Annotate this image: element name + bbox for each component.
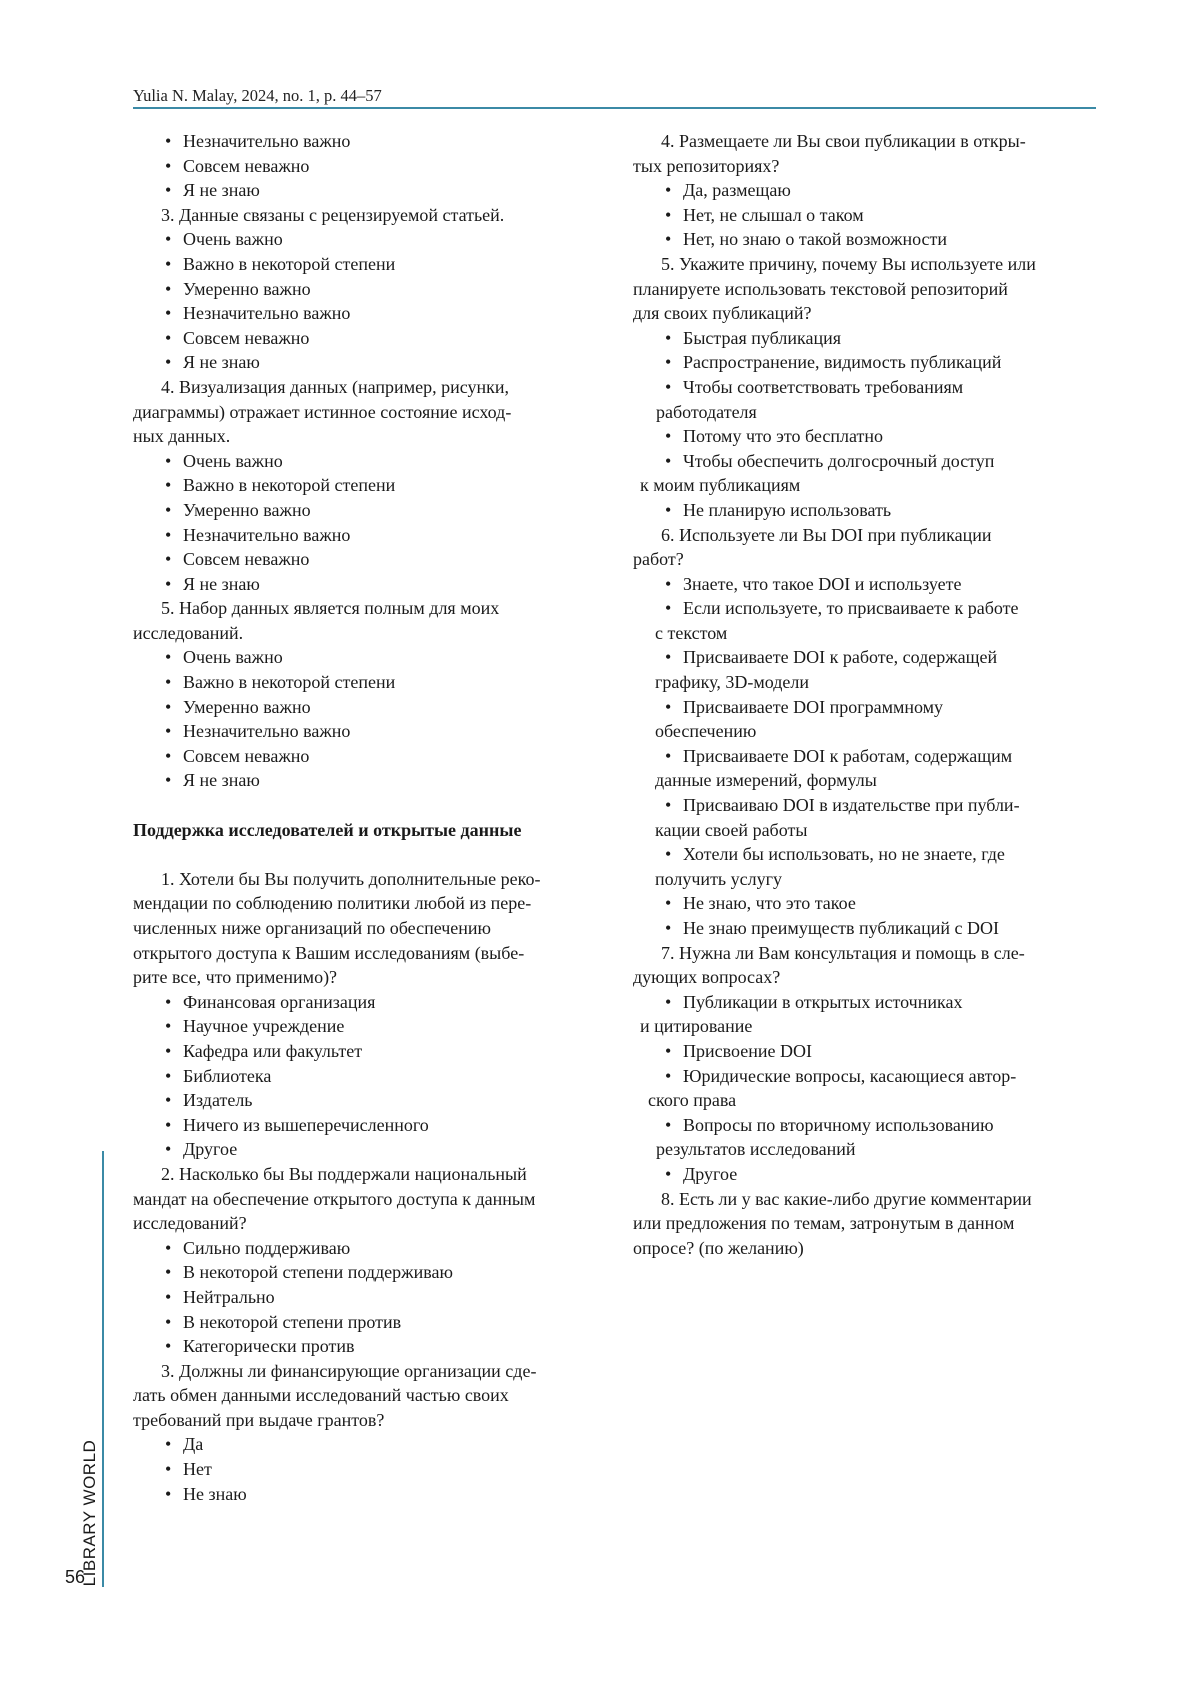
page-number: 56 [65,1567,85,1588]
list-item: • Совсем неважно [133,547,598,572]
list-item: • Незначительно важно [133,719,598,744]
section-question-2-line: исследований? [133,1211,598,1236]
list-item: • Я не знаю [133,178,598,203]
list-item: • Быстрая публикация [633,326,1096,351]
list-item: • Распространение, видимость публикаций [633,350,1096,375]
running-header: Yulia N. Malay, 2024, no. 1, p. 44–57 [133,86,382,106]
section-question-2-line: мандат на обеспечение открытого доступа к данным [133,1187,598,1212]
list-item: • Присваиваете DOI программному [633,695,1096,720]
list-item-continuation: ского права [633,1088,1096,1113]
section-question-5-line: 5. Укажите причину, почему Вы используете или [633,252,1096,277]
list-item: • Нет [133,1457,598,1482]
list-item: • Не знаю, что это такое [633,891,1096,916]
list-item: • Совсем неважно [133,744,598,769]
section-question-8-line: 8. Есть ли у вас какие-либо другие комментарии [633,1187,1096,1212]
question-5-line: исследований. [133,621,598,646]
list-item: • Не планирую использовать [633,498,1096,523]
section-question-1-line: рите все, что применимо)? [133,965,598,990]
list-item: • Нет, не слышал о таком [633,203,1096,228]
list-item: • В некоторой степени против [133,1310,598,1335]
list-item: • Хотели бы использовать, но не знаете, где [633,842,1096,867]
list-item: • Не знаю преимуществ публикаций с DOI [633,916,1096,941]
list-item: • Важно в некоторой степени [133,473,598,498]
header-rule [133,107,1096,109]
list-item-continuation: получить услугу [633,867,1096,892]
section-question-1-line: мендации по соблюдению политики любой из пере- [133,891,598,916]
list-item: • Если используете, то присваиваете к работе [633,596,1096,621]
section-heading: Поддержка исследователей и открытые данные [133,818,598,843]
list-item: • Категорически против [133,1334,598,1359]
question-4-line: 4. Визуализация данных (например, рисунки, [133,375,598,400]
section-question-8-line: опросе? (по желанию) [633,1236,1096,1261]
list-item: • Сильно поддерживаю [133,1236,598,1261]
list-item: • Очень важно [133,227,598,252]
list-item: • Незначительно важно [133,523,598,548]
list-item: • Незначительно важно [133,129,598,154]
list-item-continuation: кации своей работы [633,818,1096,843]
list-item-continuation: и цитирование [633,1014,1096,1039]
question-3-text: 3. Данные связаны с рецензируемой статьей. [133,203,598,228]
list-item: • В некоторой степени поддерживаю [133,1260,598,1285]
list-item: • Другое [133,1137,598,1162]
list-item: • Присваиваете DOI к работе, содержащей [633,645,1096,670]
list-item: • Незначительно важно [133,301,598,326]
section-question-1-line: 1. Хотели бы Вы получить дополнительные реко- [133,867,598,892]
list-item: • Да [133,1432,598,1457]
list-item: • Библиотека [133,1064,598,1089]
section-question-6-line: работ? [633,547,1096,572]
list-item: • Важно в некоторой степени [133,252,598,277]
list-item: • Чтобы обеспечить долгосрочный доступ [633,449,1096,474]
list-item: • Присваиваете DOI к работам, содержащим [633,744,1096,769]
list-item: • Очень важно [133,645,598,670]
section-question-5-line: планируете использовать текстовой репозиторий [633,277,1096,302]
section-question-2-line: 2. Насколько бы Вы поддержали национальный [133,1162,598,1187]
list-item-continuation: графику, 3D-модели [633,670,1096,695]
list-item: • Совсем неважно [133,154,598,179]
side-rule [102,1151,104,1587]
list-item-continuation: к моим публикациям [633,473,1096,498]
list-item: • Важно в некоторой степени [133,670,598,695]
list-item: • Издатель [133,1088,598,1113]
list-item: • Да, размещаю [633,178,1096,203]
list-item: • Нейтрально [133,1285,598,1310]
section-question-1-line: численных ниже организаций по обеспечению [133,916,598,941]
list-item: • Присвоение DOI [633,1039,1096,1064]
list-item: • Очень важно [133,449,598,474]
section-question-3-line: требований при выдаче грантов? [133,1408,598,1433]
list-item: • Я не знаю [133,768,598,793]
list-item: • Чтобы соответствовать требованиям [633,375,1096,400]
list-item: • Совсем неважно [133,326,598,351]
section-question-3-line: лать обмен данными исследований частью своих [133,1383,598,1408]
list-item: • Умеренно важно [133,277,598,302]
list-item: • Ничего из вышеперечисленного [133,1113,598,1138]
list-item: • Не знаю [133,1482,598,1507]
section-question-8-line: или предложения по темам, затронутым в данном [633,1211,1096,1236]
list-item: • Юридические вопросы, касающиеся автор- [633,1064,1096,1089]
list-item-continuation: обеспечению [633,719,1096,744]
list-item: • Финансовая организация [133,990,598,1015]
list-item: • Знаете, что такое DOI и используете [633,572,1096,597]
section-question-1-line: открытого доступа к Вашим исследованиям (выбе- [133,941,598,966]
journal-side-label: LIBRARY WORLD [80,1440,100,1587]
list-item: • Научное учреждение [133,1014,598,1039]
question-5-line: 5. Набор данных является полным для моих [133,596,598,621]
list-item: • Вопросы по вторичному использованию [633,1113,1096,1138]
list-item: • Умеренно важно [133,498,598,523]
section-question-5-line: для своих публикаций? [633,301,1096,326]
section-question-4-line: 4. Размещаете ли Вы свои публикации в откры- [633,129,1096,154]
list-item-continuation: результатов исследований [633,1137,1096,1162]
list-item: • Присваиваю DOI в издательстве при публи- [633,793,1096,818]
list-item: • Я не знаю [133,572,598,597]
question-4-line: ных данных. [133,424,598,449]
left-column [133,129,598,1506]
list-item: • Потому что это бесплатно [633,424,1096,449]
section-question-7-line: 7. Нужна ли Вам консультация и помощь в сле- [633,941,1096,966]
section-question-6-line: 6. Используете ли Вы DOI при публикации [633,523,1096,548]
list-item: • Я не знаю [133,350,598,375]
section-question-3-line: 3. Должны ли финансирующие организации сде- [133,1359,598,1384]
section-question-4-line: тых репозиториях? [633,154,1096,179]
list-item-continuation: с текстом [633,621,1096,646]
list-item: • Другое [633,1162,1096,1187]
section-question-7-line: дующих вопросах? [633,965,1096,990]
list-item: • Кафедра или факультет [133,1039,598,1064]
right-column [633,129,1096,1260]
list-item: • Умеренно важно [133,695,598,720]
list-item-continuation: работодателя [633,400,1096,425]
list-item-continuation: данные измерений, формулы [633,768,1096,793]
list-item: • Публикации в открытых источниках [633,990,1096,1015]
question-4-line: диаграммы) отражает истинное состояние исход- [133,400,598,425]
list-item: • Нет, но знаю о такой возможности [633,227,1096,252]
